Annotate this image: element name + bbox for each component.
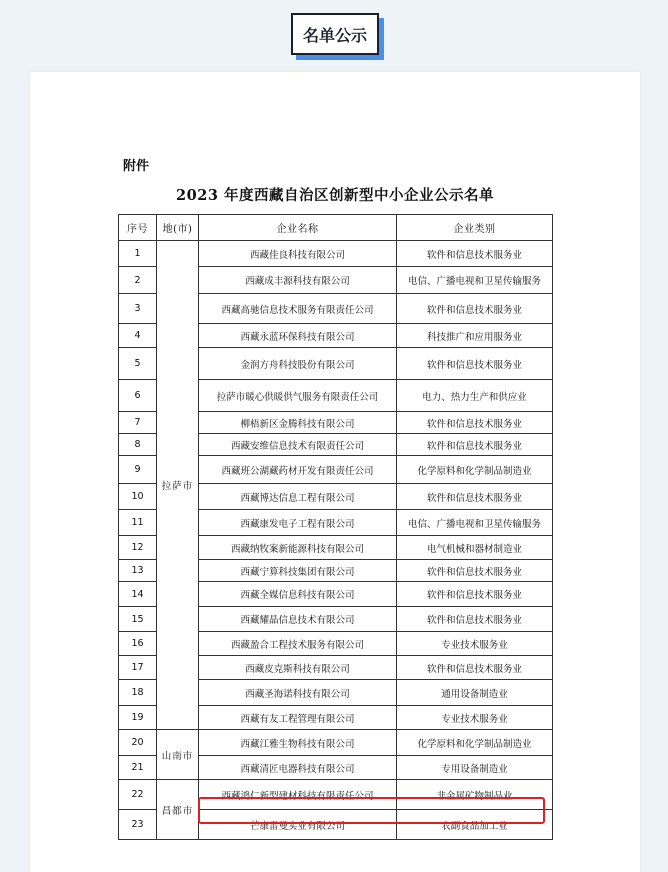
table-row — [119, 241, 553, 267]
company-name-cell: 西藏永蓝环保科技有限公司 — [199, 324, 397, 348]
company-category-cell: 化学原料和化学制品制造业 — [397, 730, 553, 756]
row-number: 20 — [119, 730, 157, 756]
company-name-cell: 拉萨市暖心供暖供气服务有限责任公司 — [199, 380, 397, 412]
company-category-cell: 电力、热力生产和供应业 — [397, 380, 553, 412]
company-name-cell: 西藏安维信息技术有限责任公司 — [199, 434, 397, 456]
company-name-cell: 西藏纳牧案新能源科技有限公司 — [199, 536, 397, 560]
page-title-badge — [291, 13, 379, 55]
company-name-cell: 西藏皮克斯科技有限公司 — [199, 656, 397, 680]
company-category-cell: 软件和信息技术服务业 — [397, 412, 553, 434]
company-name-cell: 西藏江雅生物科技有限公司 — [199, 730, 397, 756]
row-number: 11 — [119, 510, 157, 536]
row-number: 17 — [119, 656, 157, 680]
region-cell: 山南市 — [157, 730, 199, 780]
region-cell: 昌都市 — [157, 780, 199, 840]
company-name-cell: 西藏耀晶信息技术有限公司 — [199, 607, 397, 632]
row-number: 6 — [119, 380, 157, 412]
row-number: 23 — [119, 810, 157, 840]
company-category-cell: 电信、广播电视和卫星传输服务 — [397, 267, 553, 294]
attachment-label: 附件 — [123, 159, 150, 174]
row-number: 2 — [119, 267, 157, 294]
company-name-cell: 西藏有友工程管理有限公司 — [199, 706, 397, 730]
row-number: 22 — [119, 780, 157, 810]
company-category-cell: 软件和信息技术服务业 — [397, 348, 553, 380]
company-name-cell: 柳梧新区金腾科技有限公司 — [199, 412, 397, 434]
row-number: 5 — [119, 348, 157, 380]
company-name-cell: 西藏清匠电器科技有限公司 — [199, 756, 397, 780]
row-number: 18 — [119, 680, 157, 706]
table-row — [119, 780, 553, 810]
company-category-cell: 专业技术服务业 — [397, 706, 553, 730]
company-category-cell: 软件和信息技术服务业 — [397, 560, 553, 582]
table-row — [119, 730, 553, 756]
company-category-cell: 科技推广和应用服务业 — [397, 324, 553, 348]
company-category-cell: 通用设备制造业 — [397, 680, 553, 706]
row-number: 10 — [119, 484, 157, 510]
company-category-cell: 软件和信息技术服务业 — [397, 241, 553, 267]
row-number: 9 — [119, 456, 157, 484]
company-category-cell: 化学原料和化学制品制造业 — [397, 456, 553, 484]
company-name-cell: 西藏班公湖藏药材开发有限责任公司 — [199, 456, 397, 484]
column-header-region: 地(市) — [157, 215, 199, 241]
document-title: 2023 年度西藏自治区创新型中小企业公示名单 — [176, 187, 494, 204]
company-name-cell: 西藏博达信息工程有限公司 — [199, 484, 397, 510]
page-title: 名单公示 — [302, 25, 367, 45]
column-header-category: 企业类别 — [397, 215, 553, 241]
company-name-cell: 西藏成丰源科技有限公司 — [199, 267, 397, 294]
company-name-cell: 西藏盈合工程技术服务有限公司 — [199, 632, 397, 656]
row-number: 7 — [119, 412, 157, 434]
company-name-cell: 西藏鸿仁新型建材科技有限责任公司 — [199, 780, 397, 810]
company-name-cell: 西藏圣海诺科技有限公司 — [199, 680, 397, 706]
company-category-cell: 电气机械和器材制造业 — [397, 536, 553, 560]
row-number: 8 — [119, 434, 157, 456]
table-header-row — [119, 215, 553, 241]
company-category-cell: 农副食品加工业 — [397, 810, 553, 840]
region-cell: 拉萨市 — [157, 241, 199, 730]
row-number: 3 — [119, 294, 157, 324]
row-number: 4 — [119, 324, 157, 348]
company-name-cell: 西藏高驰信息技术服务有限责任公司 — [199, 294, 397, 324]
company-name-cell: 西藏佳良科技有限公司 — [199, 241, 397, 267]
company-category-cell: 专用设备制造业 — [397, 756, 553, 780]
company-name-cell: 西藏康发电子工程有限公司 — [199, 510, 397, 536]
company-category-cell: 软件和信息技术服务业 — [397, 607, 553, 632]
company-name-cell: 西藏全媒信息科技有限公司 — [199, 582, 397, 607]
row-number: 14 — [119, 582, 157, 607]
company-name-cell: 西藏宁算科技集团有限公司 — [199, 560, 397, 582]
company-category-cell: 电信、广播电视和卫星传输服务 — [397, 510, 553, 536]
company-list-table — [118, 214, 553, 840]
company-category-cell: 软件和信息技术服务业 — [397, 294, 553, 324]
row-number: 21 — [119, 756, 157, 780]
column-header-name: 企业名称 — [199, 215, 397, 241]
company-category-cell: 专业技术服务业 — [397, 632, 553, 656]
company-category-cell: 软件和信息技术服务业 — [397, 656, 553, 680]
row-number: 12 — [119, 536, 157, 560]
company-category-cell: 非金属矿物制品业 — [397, 780, 553, 810]
company-category-cell: 软件和信息技术服务业 — [397, 582, 553, 607]
row-number: 13 — [119, 560, 157, 582]
company-name-cell: 芒康雷曼实业有限公司 — [199, 810, 397, 840]
row-number: 16 — [119, 632, 157, 656]
column-header-no: 序号 — [119, 215, 157, 241]
row-number: 19 — [119, 706, 157, 730]
company-name-cell: 金润方舟科技股份有限公司 — [199, 348, 397, 380]
row-number: 15 — [119, 607, 157, 632]
company-category-cell: 软件和信息技术服务业 — [397, 484, 553, 510]
company-category-cell: 软件和信息技术服务业 — [397, 434, 553, 456]
row-number: 1 — [119, 241, 157, 267]
